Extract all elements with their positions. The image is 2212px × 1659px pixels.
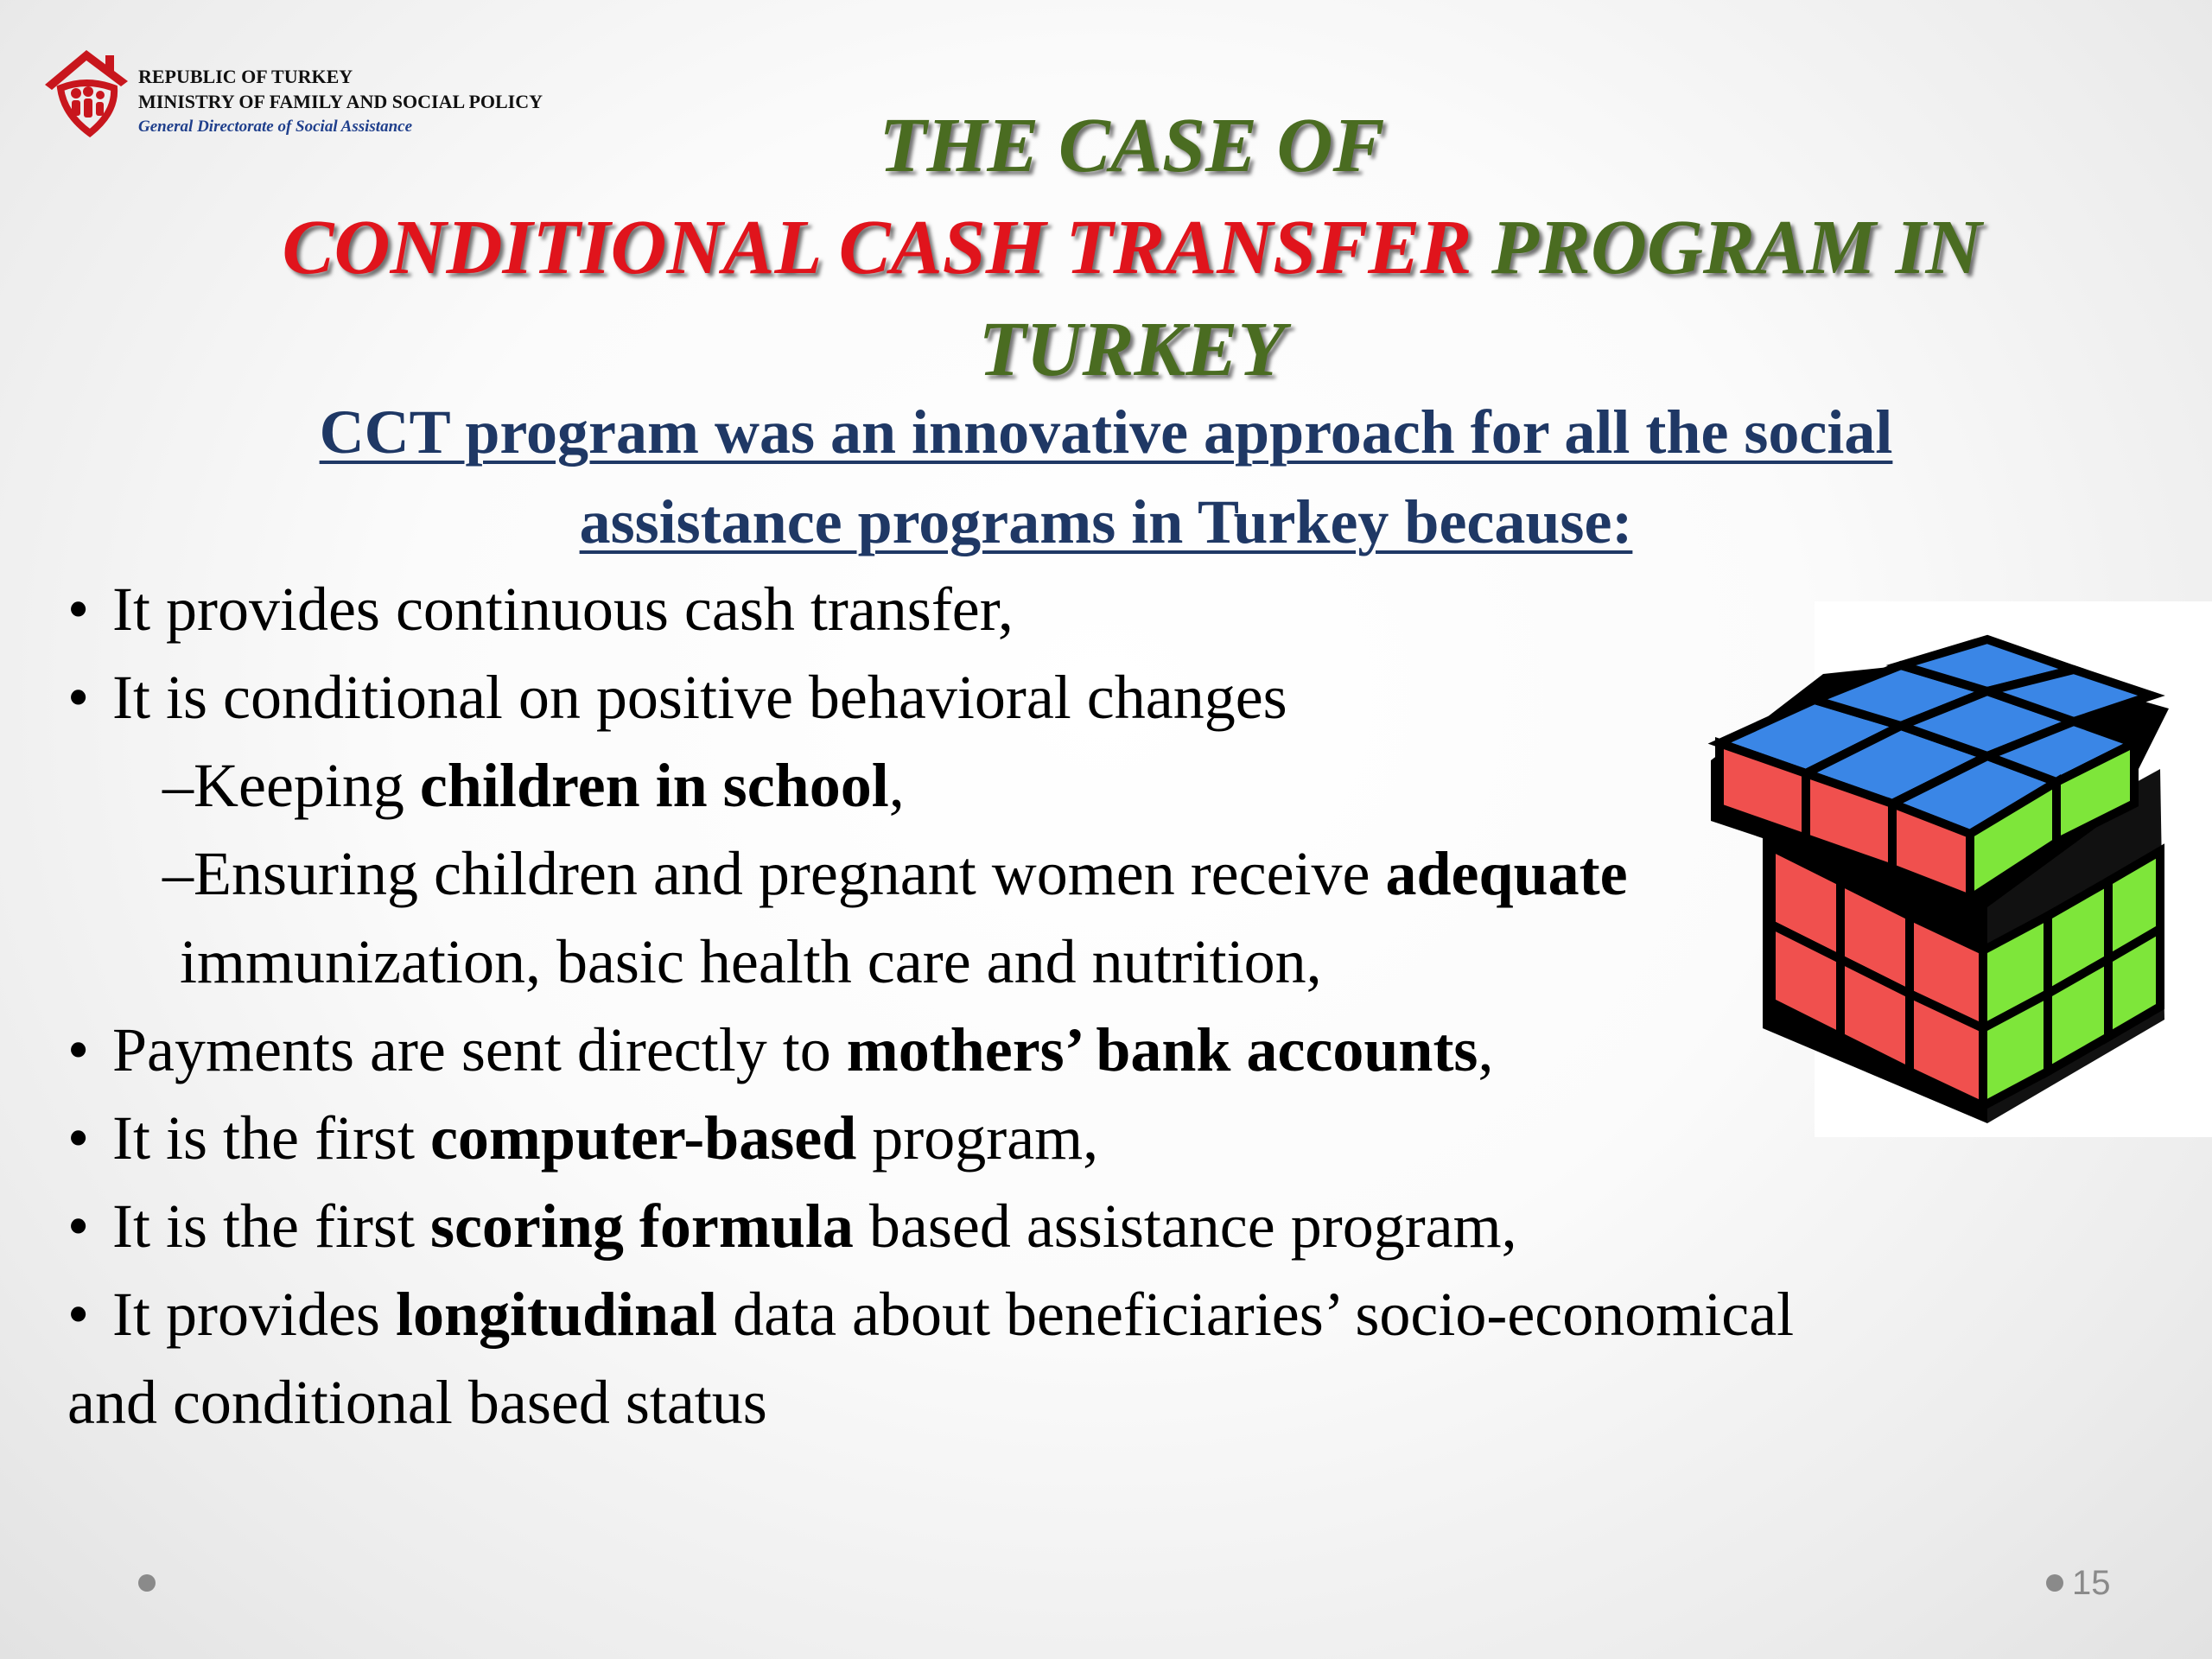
page-number: 15 <box>2072 1564 2111 1602</box>
sub-list-item: –Ensuring children and pregnant women receive adequate <box>162 839 1628 908</box>
title-line-3: TURKEY <box>978 307 1286 392</box>
sub-list-item-continuation: immunization, basic health care and nutrition, <box>180 927 1322 996</box>
list-item: • It is conditional on positive behavioral changes <box>67 663 1287 732</box>
list-item: • It is the first computer-based program, <box>67 1103 1099 1173</box>
footer-dot-left <box>138 1574 156 1592</box>
list-item-continuation: and conditional based status <box>67 1368 767 1437</box>
subheading <box>130 387 2082 567</box>
org-line-3: General Directorate of Social Assistance <box>138 118 412 136</box>
slide-title <box>156 95 2108 401</box>
list-item: • It provides continuous cash transfer, <box>67 575 1014 644</box>
list-item: • Payments are sent directly to mothers’ bank accounts, <box>67 1015 1494 1084</box>
subheading-line-2: assistance programs in Turkey because: <box>579 487 1633 556</box>
title-line-1: THE CASE OF <box>879 103 1385 188</box>
list-item: • It provides longitudinal data about beneficiaries’ socio-economical <box>67 1280 1795 1349</box>
list-item: • It is the first scoring formula based assistance program, <box>67 1192 1517 1261</box>
ministry-family-logo-icon <box>41 43 138 138</box>
subheading-line-1: CCT program was an innovative approach for all the social <box>319 397 1893 467</box>
org-line-2: MINISTRY OF FAMILY AND SOCIAL POLICY <box>138 91 543 112</box>
bullet-list <box>67 565 2158 1446</box>
title-red-part: CONDITIONAL CASH TRANSFER <box>282 205 1472 290</box>
title-line-2 <box>156 197 2108 299</box>
footer-dot-right <box>2046 1574 2063 1592</box>
title-green-part: PROGRAM IN <box>1491 205 1982 290</box>
sub-list-item: –Keeping children in school, <box>162 751 905 820</box>
org-line-1: REPUBLIC OF TURKEY <box>138 66 353 87</box>
